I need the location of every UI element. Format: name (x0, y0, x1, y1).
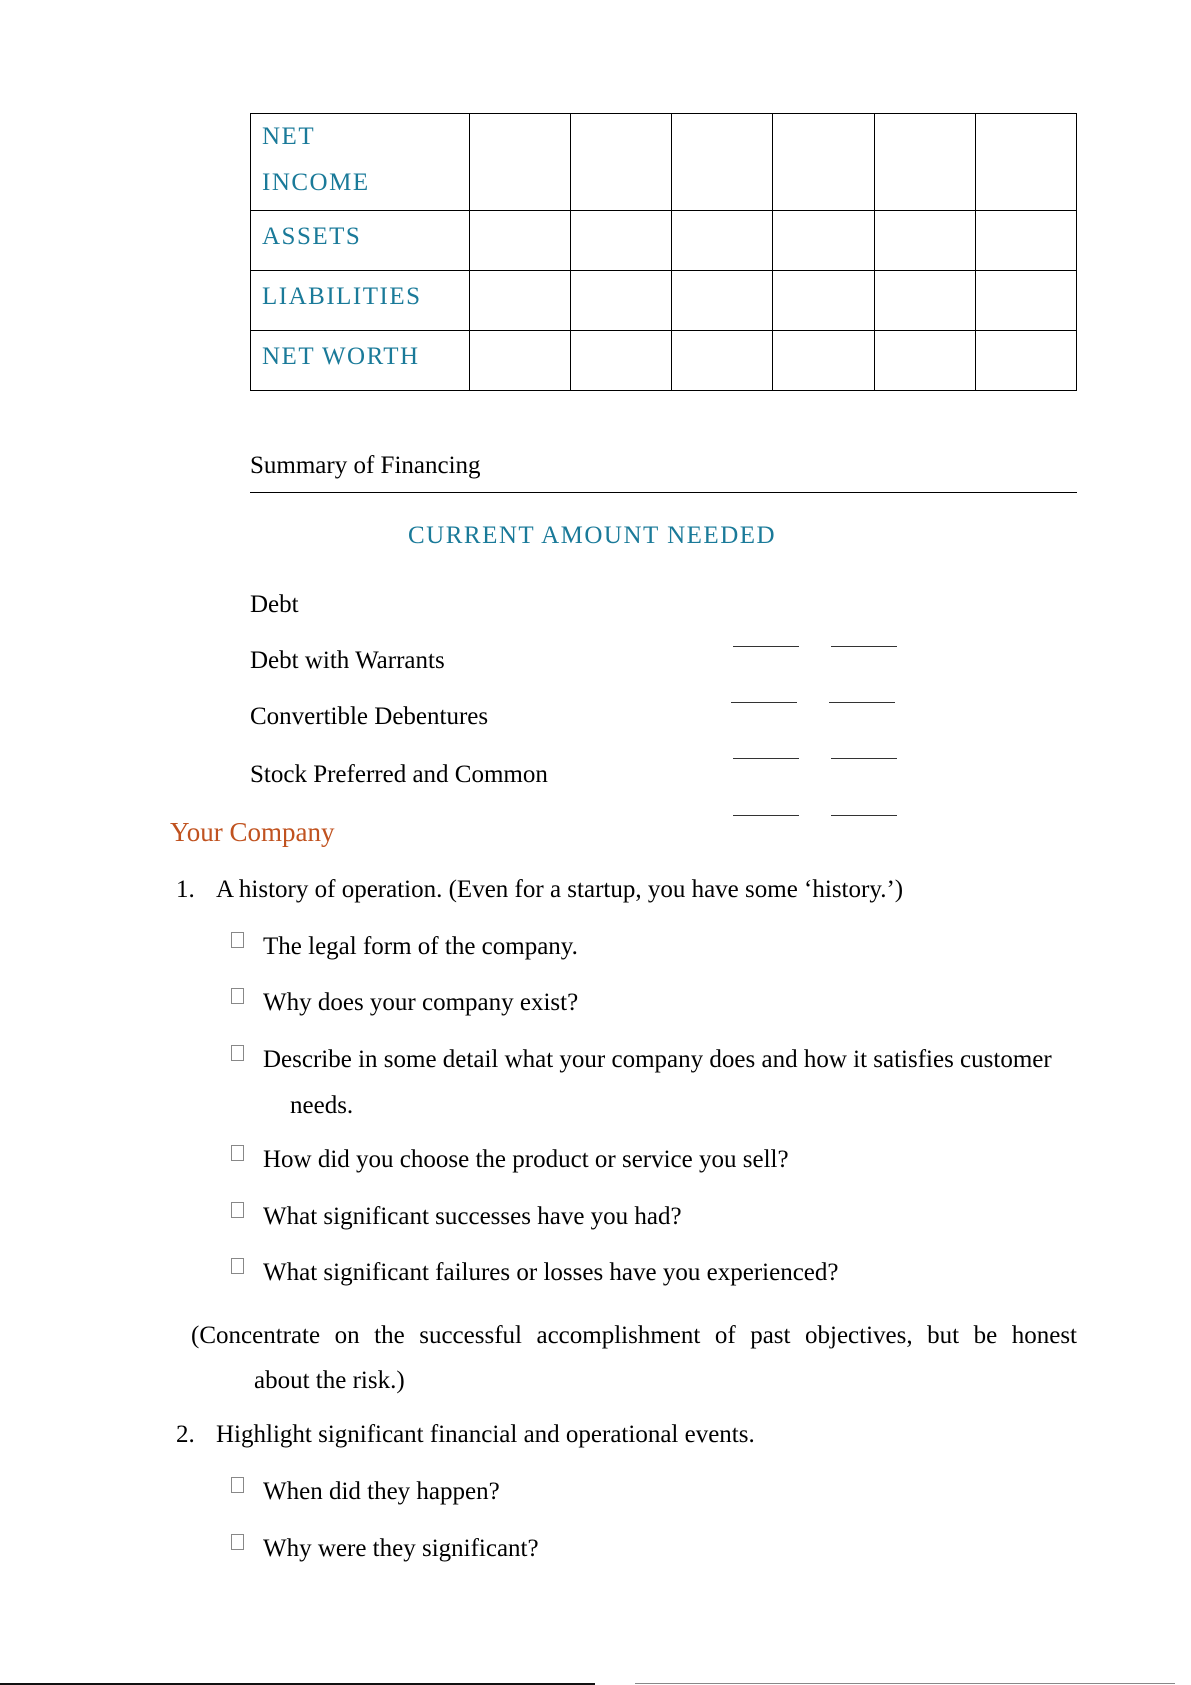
blank-field[interactable] (831, 793, 897, 816)
checkbox-icon[interactable] (231, 1202, 244, 1218)
table-cell[interactable] (672, 271, 773, 331)
bullet-text: The legal form of the company. (263, 933, 578, 960)
table-cell[interactable] (975, 211, 1076, 271)
bullet-text: When did they happen? (263, 1478, 500, 1505)
table-cell[interactable] (874, 211, 975, 271)
table-cell[interactable] (469, 211, 570, 271)
label-line-1: NET (262, 123, 316, 150)
item-number: 2. (176, 1421, 195, 1448)
table-row-net-income (251, 114, 1077, 211)
financing-blanks-stock (720, 765, 929, 823)
table-cell[interactable] (571, 271, 672, 331)
numbered-item-2 (176, 1421, 755, 1449)
financing-blanks-debt-with-warrants (718, 652, 927, 710)
blank-field[interactable] (733, 793, 799, 816)
financing-blanks-debt (720, 596, 929, 654)
label-line-2: INCOME (262, 169, 370, 196)
financing-item-convertible-debentures: Convertible Debentures (250, 703, 489, 730)
blank-field[interactable] (731, 680, 797, 703)
checkbox-icon[interactable] (231, 988, 244, 1004)
blank-field[interactable] (831, 736, 897, 759)
blank-field[interactable] (733, 736, 799, 759)
blank-field[interactable] (831, 624, 897, 647)
your-company-heading: Your Company (170, 817, 335, 847)
checkbox-icon[interactable] (231, 1045, 244, 1061)
row-label-liabilities: LIABILITIES (251, 271, 470, 331)
bullet-text-continuation: needs. (290, 1092, 354, 1119)
table-cell[interactable] (672, 331, 773, 391)
row-label-net-income (251, 114, 470, 211)
list-item (231, 1194, 682, 1240)
table-cell[interactable] (874, 331, 975, 391)
table-cell[interactable] (469, 271, 570, 331)
bullet-text: Why were they significant? (263, 1535, 539, 1562)
list-item (231, 1526, 539, 1572)
table-cell[interactable] (773, 211, 874, 271)
list-item (231, 924, 578, 970)
table-row-liabilities (251, 271, 1077, 331)
list-item (231, 980, 578, 1026)
item-number: 1. (176, 876, 195, 903)
checkbox-icon[interactable] (231, 932, 244, 948)
list-item (231, 1250, 838, 1296)
note-paragraph (191, 1313, 1077, 1403)
checkbox-icon[interactable] (231, 1477, 244, 1493)
table-cell[interactable] (469, 331, 570, 391)
blank-field[interactable] (829, 680, 895, 703)
bullet-text: What significant failures or losses have you experienced? (263, 1259, 839, 1286)
numbered-item-1 (176, 876, 903, 904)
checkbox-icon[interactable] (231, 1534, 244, 1550)
page-bottom-rule-secondary (635, 1683, 1175, 1684)
summary-of-financing-title: Summary of Financing (250, 452, 481, 479)
table-cell[interactable] (672, 114, 773, 211)
table-row-net-worth (251, 331, 1077, 391)
current-amount-needed-heading: CURRENT AMOUNT NEEDED (408, 522, 777, 549)
bullet-text: Describe in some detail what your company does and how it satisfies customer (263, 1046, 1052, 1073)
financial-summary-table (250, 113, 1077, 391)
table-cell[interactable] (773, 271, 874, 331)
financing-item-stock: Stock Preferred and Common (250, 761, 548, 788)
checkbox-icon[interactable] (231, 1145, 244, 1161)
list-item (231, 1137, 789, 1183)
checkbox-icon[interactable] (231, 1258, 244, 1274)
financing-item-debt: Debt (250, 591, 299, 618)
table-cell[interactable] (571, 114, 672, 211)
table-cell[interactable] (975, 114, 1076, 211)
table-cell[interactable] (469, 114, 570, 211)
list-item (231, 1469, 500, 1515)
row-label-assets: ASSETS (251, 211, 470, 271)
table-cell[interactable] (571, 331, 672, 391)
bullet-text: How did you choose the product or service you sell? (263, 1146, 789, 1173)
summary-divider (250, 492, 1077, 493)
row-label-net-worth: NET WORTH (251, 331, 470, 391)
list-item (231, 1037, 1052, 1129)
bullet-text: Why does your company exist? (263, 989, 579, 1016)
table-cell[interactable] (874, 271, 975, 331)
item-text: Highlight significant financial and operational events. (216, 1421, 755, 1448)
table-cell[interactable] (672, 211, 773, 271)
table-cell[interactable] (975, 271, 1076, 331)
bullet-text: What significant successes have you had? (263, 1203, 682, 1230)
table-cell[interactable] (773, 331, 874, 391)
table-row-assets (251, 211, 1077, 271)
financing-item-debt-with-warrants: Debt with Warrants (250, 647, 445, 674)
item-text: A history of operation. (Even for a startup, you have some ‘history.’) (216, 876, 904, 903)
note-line-2: about the risk.) (254, 1367, 405, 1394)
table-cell[interactable] (874, 114, 975, 211)
table-cell[interactable] (773, 114, 874, 211)
table-cell[interactable] (975, 331, 1076, 391)
note-line-1: (Concentrate on the successful accomplishment of past objectives, but be honest (191, 1322, 1077, 1349)
blank-field[interactable] (733, 624, 799, 647)
table-cell[interactable] (571, 211, 672, 271)
financing-blanks-convertible-debentures (720, 708, 929, 766)
